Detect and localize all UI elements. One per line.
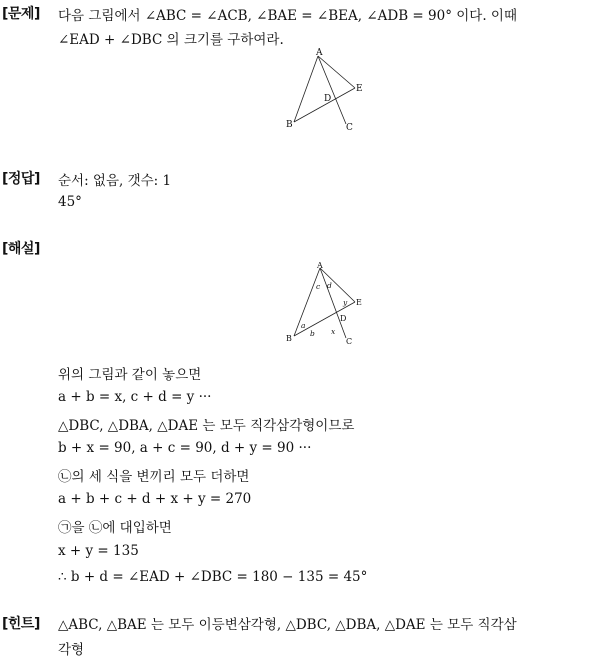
solution-line-2: a + b = x, c + d = y ··· — [58, 389, 212, 405]
angle-label-c: c — [316, 282, 321, 291]
solution-line-8: x + y = 135 — [58, 543, 139, 559]
label-A: A — [316, 48, 323, 58]
problem-text-line1: 다음 그림에서 ∠ABC = ∠ACB, ∠BAE = ∠BEA, ∠ADB = 90° 이다. 이때 — [58, 8, 517, 24]
solution-line-9: ∴ b + d = ∠EAD + ∠DBC = 180 − 135 = 45° — [58, 569, 368, 585]
angle-label-a: a — [301, 321, 306, 330]
segment-AE — [320, 268, 355, 302]
answer-label: [정답] — [2, 171, 40, 187]
problem-text-line2: ∠EAD + ∠DBC 의 크기를 구하여라. — [58, 32, 284, 48]
label-B: B — [286, 334, 292, 343]
solution-line-4: b + x = 90, a + c = 90, d + y = 90 ··· — [58, 440, 312, 456]
label-D: D — [340, 314, 347, 323]
label-A: A — [317, 261, 323, 270]
label-E: E — [356, 298, 362, 307]
hint-text-line1: △ABC, △BAE 는 모두 이등변삼각형, △DBC, △DBA, △DAE 는 모두 직각삼 — [58, 617, 517, 633]
angle-label-y: y — [343, 298, 348, 307]
solution-line-5: ㉡의 세 식을 변끼리 모두 더하면 — [58, 469, 250, 485]
label-D: D — [324, 94, 332, 104]
solution-line-6: a + b + c + d + x + y = 270 — [58, 491, 252, 507]
segment-AE — [318, 56, 355, 88]
label-B: B — [286, 120, 293, 130]
label-C: C — [346, 123, 353, 133]
solution-label: [해설] — [2, 241, 40, 257]
hint-label: [힌트] — [2, 616, 40, 632]
label-E: E — [356, 84, 363, 94]
problem-label: [문제] — [2, 6, 40, 22]
answer-text-line1: 순서: 없음, 갯수: 1 — [58, 173, 172, 189]
answer-value: 45° — [58, 194, 82, 210]
problem-figure — [280, 44, 370, 136]
angle-label-x: x — [331, 327, 336, 336]
solution-line-3: △DBC, △DBA, △DAE 는 모두 직각삼각형이므로 — [58, 418, 355, 434]
segment-AB — [294, 268, 320, 336]
segment-AB — [294, 56, 318, 122]
label-C: C — [346, 337, 353, 346]
solution-figure — [280, 258, 370, 350]
angle-label-b: b — [310, 329, 315, 338]
hint-text-line2: 각형 — [58, 642, 85, 658]
segment-AC — [318, 56, 346, 124]
solution-line-7: ㉠을 ㉡에 대입하면 — [58, 520, 172, 536]
angle-label-d: d — [327, 281, 332, 290]
solution-line-1: 위의 그림과 같이 놓으면 — [58, 367, 202, 383]
